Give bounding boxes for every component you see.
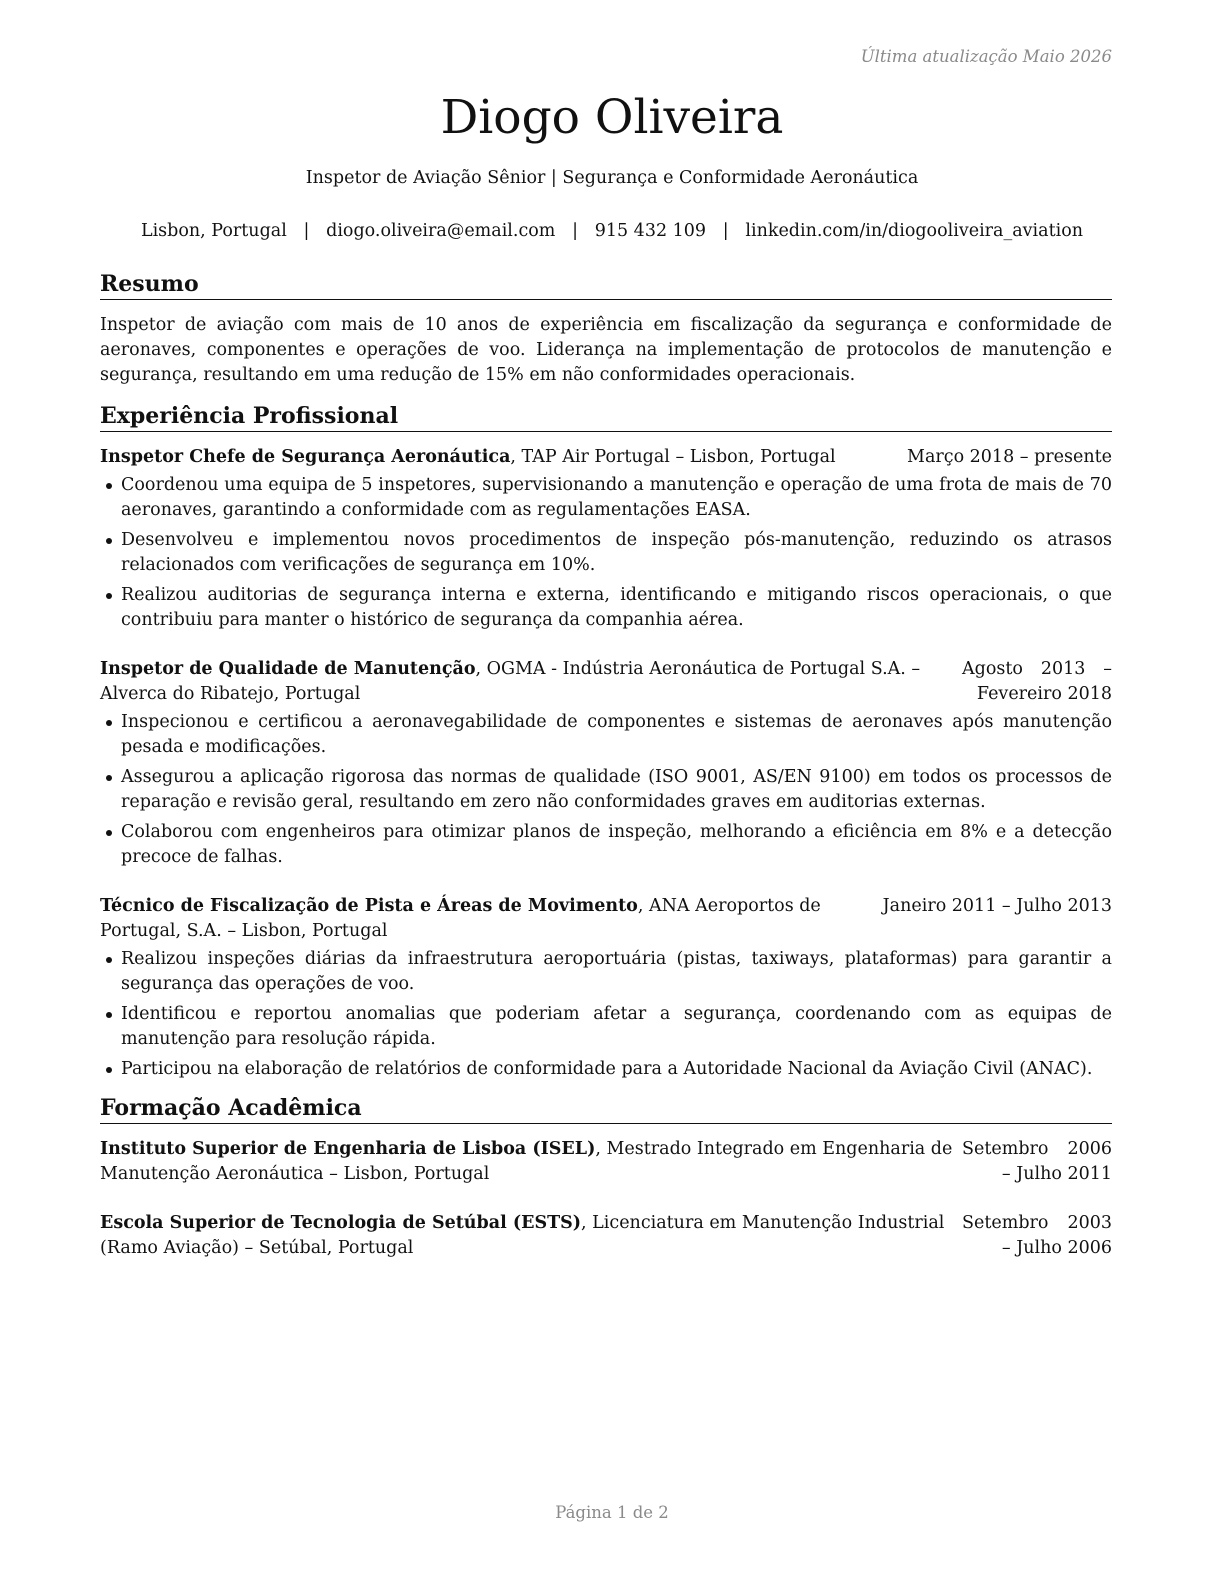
list-item: Realizou auditorias de segurança interna e externa, identificando e mitigando riscos operacionais, o que contribuiu para manter o histórico de segurança da companhia aérea. xyxy=(100,583,1112,633)
summary-text: Inspetor de aviação com mais de 10 anos de experiência em fiscalização da segurança e conformidade de aeronaves, componentes e operações de voo. Liderança na implementação de protocolos de manutenção e segurança, resultando em uma redução de 15% em não conformidades operacionais. xyxy=(100,315,1112,385)
experience-entry-header xyxy=(100,894,1112,944)
page-number: Página 1 de 2 xyxy=(555,1503,669,1522)
experience-entry-header xyxy=(100,657,1112,707)
education-entry-header xyxy=(100,1211,1112,1261)
job-title: Inspetor Chefe de Segurança Aeronáutica xyxy=(100,447,511,467)
list-item: Desenvolveu e implementou novos procedimentos de inspeção pós-manutenção, reduzindo os atrasos relacionados com verificações de segurança em 10%. xyxy=(100,528,1112,578)
job-dates: Março 2018 – presente xyxy=(907,447,1112,467)
education-entry-header xyxy=(100,1137,1112,1187)
job-bullets xyxy=(100,947,1112,1082)
job-dates: Agosto 2013 – Fevereiro 2018 xyxy=(962,659,1112,704)
list-item: Participou na elaboração de relatórios de conformidade para a Autoridade Nacional da Aviação Civil (ANAC). xyxy=(100,1057,1112,1082)
summary-section-title: Resumo xyxy=(100,270,1112,300)
resume-body xyxy=(100,270,1112,1273)
education-entry-heading xyxy=(100,1137,956,1187)
employer: , TAP Air Portugal – Lisbon, Portugal xyxy=(510,447,836,467)
contact-email[interactable]: diogo.oliveira@email.com xyxy=(326,221,556,241)
job-title: Técnico de Fiscalização de Pista e Áreas de Movimento xyxy=(100,896,638,916)
contact-phone[interactable]: 915 432 109 xyxy=(594,221,707,241)
contact-location: Lisbon, Portugal xyxy=(140,221,287,241)
contact-separator: | xyxy=(572,221,579,241)
contact-line xyxy=(0,219,1224,244)
contact-linkedin[interactable]: linkedin.com/in/diogooliveira_aviation xyxy=(745,221,1084,241)
experience-entry-header xyxy=(100,445,1112,470)
experience-entry-heading xyxy=(100,894,877,944)
job-dates: Janeiro 2011 – Julho 2013 xyxy=(882,896,1112,916)
education-section xyxy=(100,1094,1112,1261)
experience-entry-heading xyxy=(100,445,901,470)
contact-separator: | xyxy=(303,221,310,241)
list-item: Assegurou a aplicação rigorosa das normas de qualidade (ISO 9001, AS/EN 9100) em todos os processos de reparação e revisão geral, resultando em zero não conformidades graves em auditorias externas. xyxy=(100,765,1112,815)
education-entry xyxy=(100,1137,1112,1187)
school-name: Instituto Superior de Engenharia de Lisboa (ISEL) xyxy=(100,1139,596,1159)
last-updated-date: Última atualização Maio 2026 xyxy=(860,47,1112,66)
list-item: Coordenou uma equipa de 5 inspetores, supervisionando a manutenção e operação de uma frota de mais de 70 aeronaves, garantindo a conformidade com as regulamentações EASA. xyxy=(100,473,1112,523)
list-item: Realizou inspeções diárias da infraestrutura aeroportuária (pistas, taxiways, plataformas) para garantir a segurança das operações de voo. xyxy=(100,947,1112,997)
list-item: Inspecionou e certificou a aeronavegabilidade de componentes e sistemas de aeronaves após manutenção pesada e modificações. xyxy=(100,710,1112,760)
contact-separator: | xyxy=(722,221,729,241)
education-dates: Setembro 2003 – Julho 2006 xyxy=(962,1213,1112,1258)
education-dates: Setembro 2006 – Julho 2011 xyxy=(962,1139,1112,1184)
school-name: Escola Superior de Tecnologia de Setúbal (ESTS) xyxy=(100,1213,582,1233)
experience-entry xyxy=(100,657,1112,870)
education-section-title: Formação Acadêmica xyxy=(100,1094,1112,1124)
experience-entry xyxy=(100,445,1112,633)
experience-entry-heading xyxy=(100,657,956,707)
job-bullets xyxy=(100,473,1112,633)
education-entry-heading xyxy=(100,1211,956,1261)
degree: , Licenciatura em Manutenção Industrial (Ramo Aviação) – Setúbal, Portugal xyxy=(100,1213,945,1258)
candidate-name: Diogo Oliveira xyxy=(440,90,784,145)
experience-section-title: Experiência Profissional xyxy=(100,402,1112,432)
list-item: Identificou e reportou anomalias que poderiam afetar a segurança, coordenando com as equipas de manutenção para resolução rápida. xyxy=(100,1002,1112,1052)
professional-tagline: Inspetor de Aviação Sênior | Segurança e Conformidade Aeronáutica xyxy=(305,168,919,188)
job-bullets xyxy=(100,710,1112,870)
summary-section xyxy=(100,270,1112,388)
experience-section xyxy=(100,402,1112,1082)
education-entry xyxy=(100,1211,1112,1261)
degree: , Mestrado Integrado em Engenharia de Manutenção Aeronáutica – Lisbon, Portugal xyxy=(100,1139,953,1184)
employer: , OGMA - Indústria Aeronáutica de Portugal S.A. – Alverca do Ribatejo, Portugal xyxy=(100,659,921,704)
employer: , ANA Aeroportos de Portugal, S.A. – Lisbon, Portugal xyxy=(100,896,821,941)
list-item: Colaborou com engenheiros para otimizar planos de inspeção, melhorando a eficiência em 8% e a detecção precoce de falhas. xyxy=(100,820,1112,870)
job-title: Inspetor de Qualidade de Manutenção xyxy=(100,659,476,679)
experience-entry xyxy=(100,894,1112,1082)
